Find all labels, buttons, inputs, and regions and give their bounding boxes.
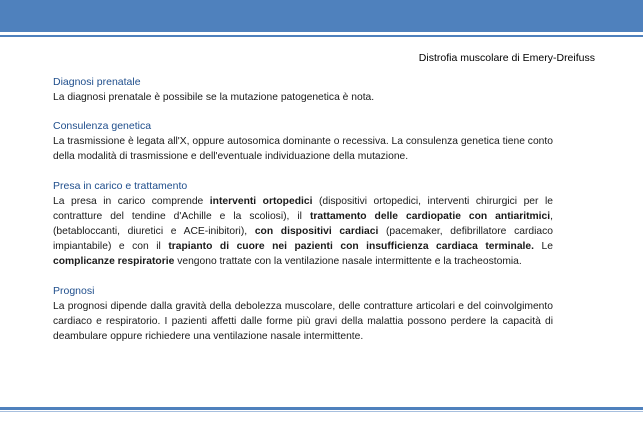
text-run: La trasmissione è legata all'X, oppure autosomica dominante o recessiva. La consulenza genetica tiene conto della modalità di trasmissione e dell'eventuale individuazione della mutazione. xyxy=(53,136,553,163)
section-title: Diagnosi prenatale xyxy=(53,76,141,88)
text-run: Le xyxy=(534,241,553,253)
bold-text-run: trapianto di cuore nei pazienti con insufficienza cardiaca terminale. xyxy=(168,241,535,253)
section-presa-in-carico xyxy=(53,179,553,270)
text-run: (pacemaker, defibrillatore cardiaco impiantabile) e con il xyxy=(53,226,553,253)
section-text xyxy=(53,299,553,345)
footer-rule-thin xyxy=(0,411,643,412)
footer-rule xyxy=(0,407,643,410)
text-run: La diagnosi prenatale è possibile se la mutazione patogenetica è nota. xyxy=(53,92,375,103)
bold-text-run: interventi ortopedici xyxy=(209,195,313,207)
section-title: Consulenza genetica xyxy=(53,120,152,133)
header-rule xyxy=(0,35,643,37)
bold-text-run: con dispositivi cardiaci xyxy=(254,226,379,238)
section-title: Presa in carico e trattamento xyxy=(53,179,188,192)
bold-text-run: complicanze respiratorie xyxy=(53,256,175,268)
section-text xyxy=(53,90,553,105)
text-run: , (betabloccanti, diuretici e ACE-inibitori), xyxy=(53,210,553,238)
section-text xyxy=(53,194,553,270)
section-prognosi xyxy=(53,284,553,345)
text-run: La prognosi dipende dalla gravità della debolezza muscolare, delle contratture articolari e del coinvolgimento cardiaco e respiratorio. I pazienti affetti dalle forme più gravi della malattia possono perdere la capacità di deambulare oppure richiedere una ventilazione nasale intermittente. xyxy=(53,300,553,343)
text-run: vengono trattate con la ventilazione nasale intermittente e la tracheostomia. xyxy=(174,256,522,268)
top-banner xyxy=(0,0,643,32)
section-consulenza-genetica xyxy=(53,119,553,164)
text-run: La presa in carico comprende xyxy=(53,195,210,207)
section-diagnosi-prenatale xyxy=(53,75,553,105)
section-title: Prognosi xyxy=(53,284,95,297)
document-body xyxy=(53,75,553,358)
document-title: Distrofia muscolare di Emery-Dreifuss xyxy=(418,52,595,64)
bold-text-run: trattamento delle cardiopatie con antiaritmici xyxy=(309,210,551,222)
text-run: (dispositivi ortopedici, interventi chirurgici per le contratture del tendine d'Achille e la scoliosi), il xyxy=(53,195,553,222)
section-text xyxy=(53,134,553,164)
